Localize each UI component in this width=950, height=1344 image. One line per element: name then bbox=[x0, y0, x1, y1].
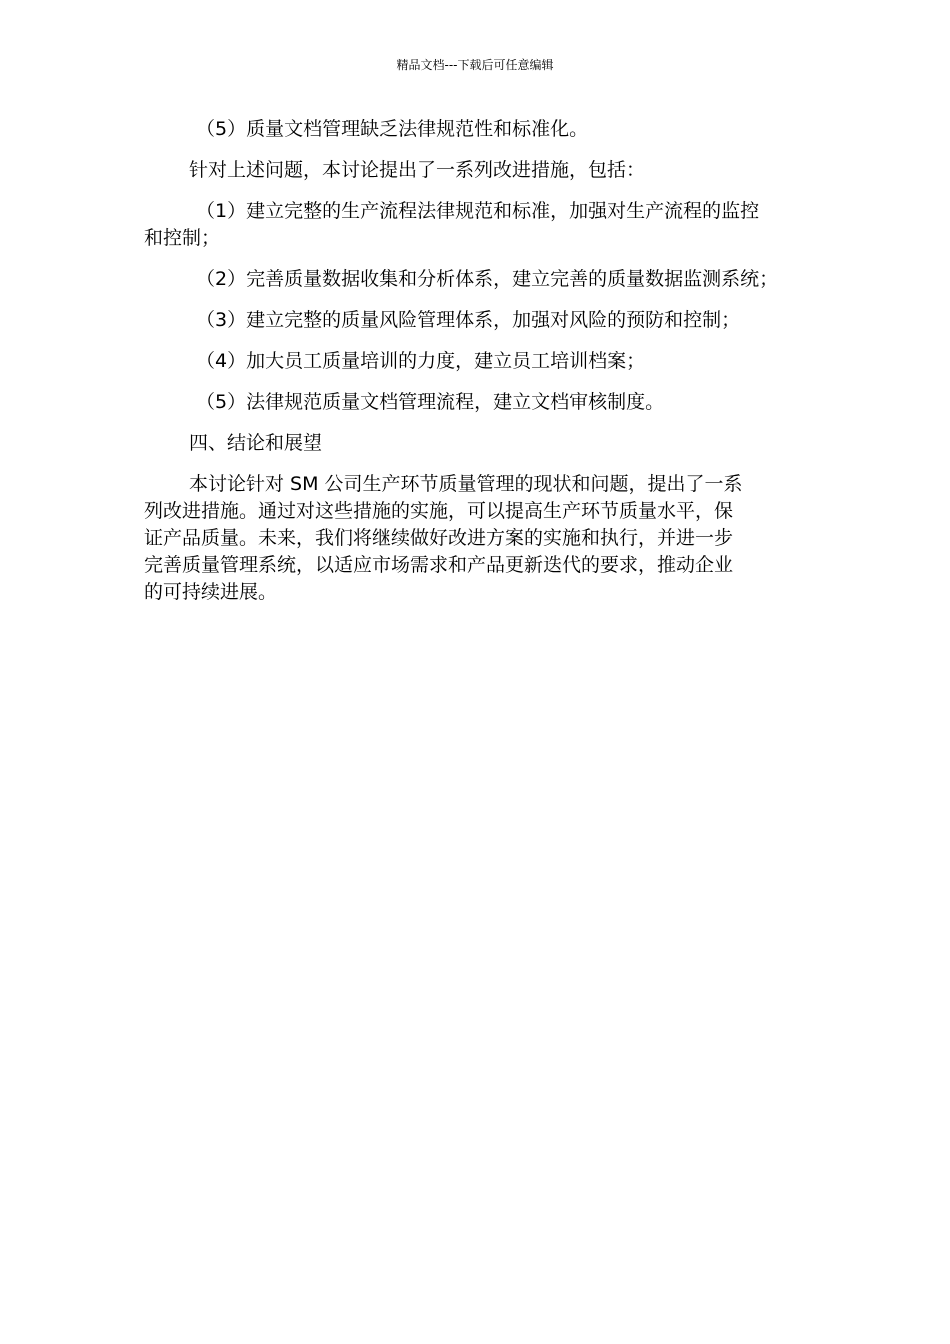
paragraph-measure-4: （4）加大员工质量培训的力度，建立员工培训档案； bbox=[196, 350, 646, 372]
paragraph-measure-5: （5）法律规范质量文档管理流程，建立文档审核制度。 bbox=[196, 391, 665, 413]
conclusion-line-1: 本讨论针对 SM 公司生产环节质量管理的现状和问题，提出了一系 bbox=[189, 473, 743, 495]
measure-1-line-2: 和控制； bbox=[144, 227, 221, 249]
measure-1-line-1: （1）建立完整的生产流程法律规范和标准，加强对生产流程的监控 bbox=[196, 200, 760, 222]
paragraph-conclusion bbox=[144, 471, 816, 606]
paragraph-item-5-problem: （5）质量文档管理缺乏法律规范性和标准化。 bbox=[196, 118, 589, 140]
page-header: 精品文档---下载后可任意编辑 bbox=[396, 58, 554, 72]
conclusion-line-5: 的可持续进展。 bbox=[144, 581, 278, 603]
paragraph-measure-3: （3）建立完整的质量风险管理体系，加强对风险的预防和控制； bbox=[196, 309, 741, 331]
conclusion-line-4: 完善质量管理系统，以适应市场需求和产品更新迭代的要求，推动企业 bbox=[144, 554, 734, 576]
document-body bbox=[144, 116, 816, 606]
paragraph-measure-1 bbox=[144, 198, 816, 252]
section-heading-conclusion: 四、结论和展望 bbox=[189, 432, 323, 454]
paragraph-measure-2: （2）完善质量数据收集和分析体系，建立完善的质量数据监测系统； bbox=[196, 268, 779, 290]
conclusion-line-2: 列改进措施。通过对这些措施的实施，可以提高生产环节质量水平，保 bbox=[144, 500, 734, 522]
conclusion-line-3: 证产品质量。未来，我们将继续做好改进方案的实施和执行，并进一步 bbox=[144, 527, 734, 549]
paragraph-measures-intro: 针对上述问题，本讨论提出了一系列改进措施，包括： bbox=[189, 159, 646, 181]
